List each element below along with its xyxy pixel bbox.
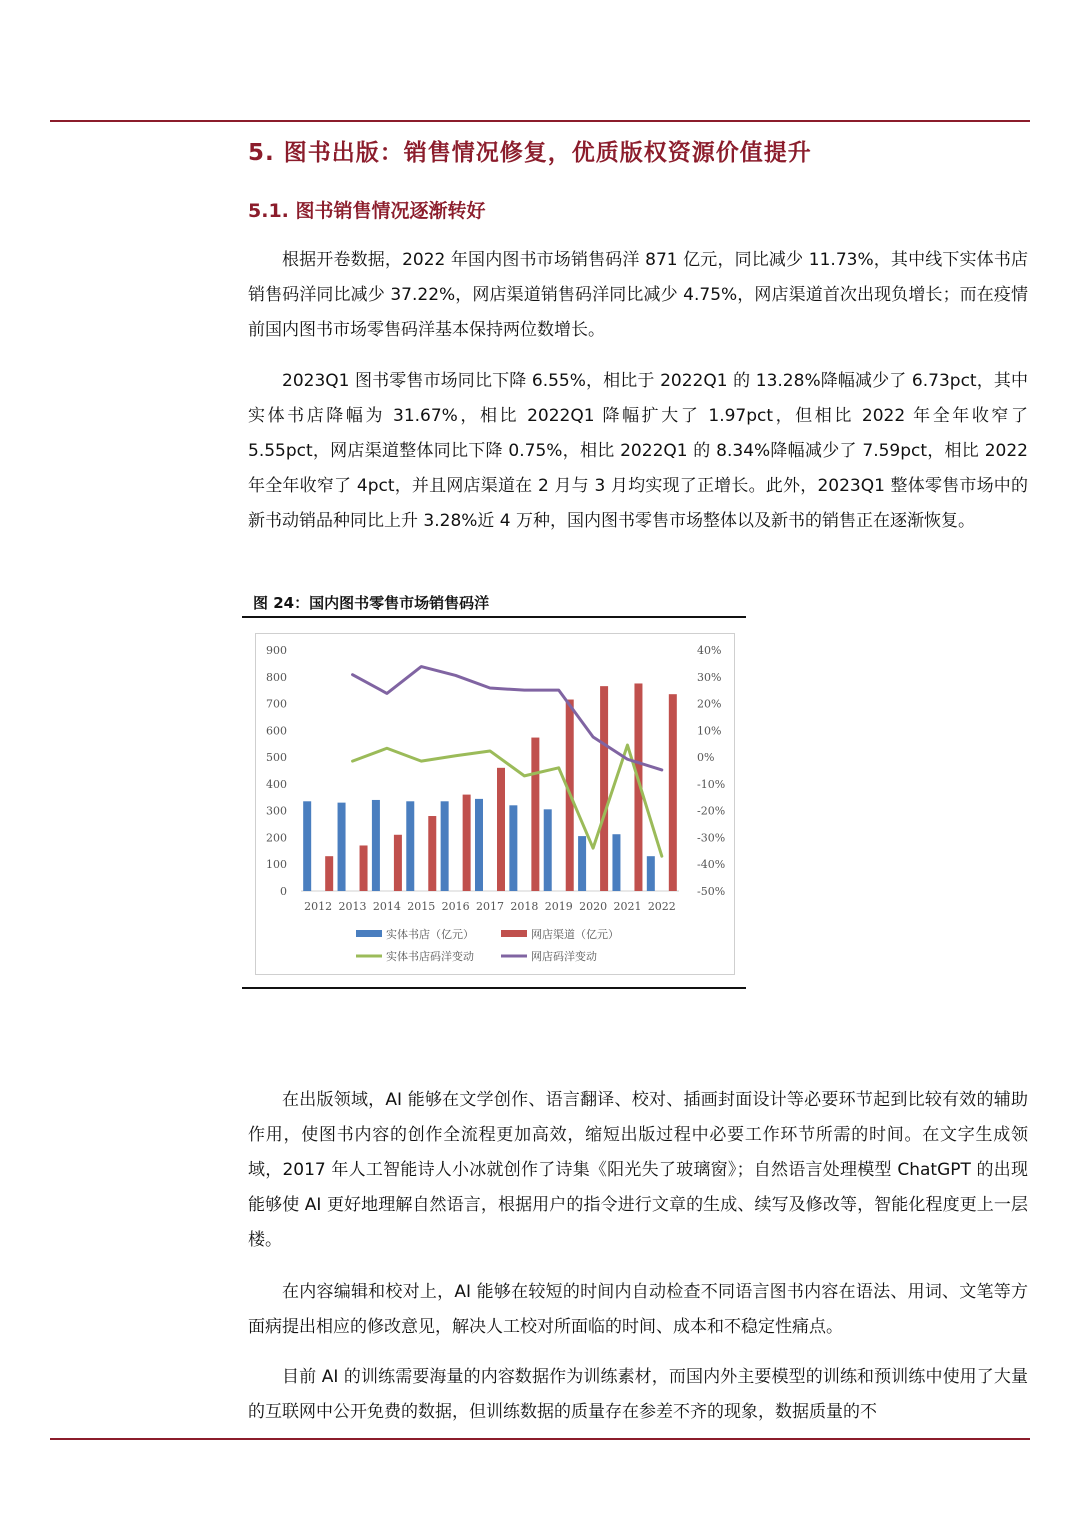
bar-physical-store: [647, 856, 655, 891]
bar-physical-store: [303, 801, 311, 891]
right-axis-tick-label: -30%: [697, 831, 726, 845]
bar-physical-store: [475, 799, 483, 891]
legend-label: 实体书店码洋变动: [386, 950, 474, 963]
bar-online-store: [360, 845, 368, 891]
left-axis-tick-label: 600: [266, 724, 287, 738]
paragraph-ai-editing: 在内容编辑和校对上，AI 能够在较短的时间内自动检查不同语言图书内容在语法、用词、文笔等方面病提出相应的修改意见，解决人工校对所面临的时间、成本和不稳定性痛点。: [248, 1282, 1028, 1337]
paragraph-ai-publishing: 在出版领域，AI 能够在文学创作、语言翻译、校对、插画封面设计等必要环节起到比较有效的辅助作用，使图书内容的创作全流程更加高效，缩短出版过程中必要工作环节所需的时间。在文字生成领域，2017 年人工智能诗人小冰就创作了诗集《阳光失了玻璃窗》；自然语言处理模型 ChatGPT 的出现能够使 AI 更好地理解自然语言，根据用户的指令进行文章的生成、续写及修改等，智能化程度更上一层楼。: [248, 1090, 1028, 1250]
x-axis-tick-label: 2015: [407, 900, 436, 913]
left-axis-tick-label: 0: [280, 885, 287, 898]
bar-physical-store: [509, 805, 517, 891]
right-axis-tick-label: 0%: [697, 751, 715, 765]
bar-online-store: [531, 738, 539, 891]
bar-online-store: [669, 694, 677, 891]
line-online-store-change: [353, 667, 662, 770]
right-axis-tick-label: 30%: [697, 670, 722, 684]
left-axis-tick-label: 100: [266, 858, 287, 872]
right-axis-tick-label: -10%: [697, 777, 726, 791]
legend-swatch: [356, 930, 382, 937]
bar-online-store: [325, 856, 333, 891]
x-axis-tick-label: 2022: [647, 900, 676, 913]
left-axis-tick-label: 900: [266, 644, 287, 657]
paragraph-ai-training: 目前 AI 的训练需要海量的内容数据作为训练素材，而国内外主要模型的训练和预训练中使用了大量的互联网中公开免费的数据，但训练数据的质量存在参差不齐的现象，数据质量的不: [248, 1367, 1028, 1422]
section-heading: 5. 图书出版：销售情况修复，优质版权资源价值提升: [248, 140, 812, 166]
bar-physical-store: [441, 801, 449, 891]
bar-physical-store: [544, 809, 552, 891]
x-axis-tick-label: 2014: [372, 900, 401, 913]
right-axis-tick-label: 40%: [697, 644, 722, 657]
right-axis-tick-label: -50%: [697, 885, 726, 898]
paragraph-2023q1: 2023Q1 图书零售市场同比下降 6.55%，相比于 2022Q1 的 13.28%降幅减少了 6.73pct，其中实体书店降幅为 31.67%，相比 2022Q1 降幅扩大了 1.97pct，但相比 2022 年全年收窄了 5.55pct，网店渠道整体同比下降 0.75%，相比 2022Q1 的 8.34%降幅减少了 7.59pct，相比 2022 年全年收窄了 4pct，并且网店渠道在 2 月与 3 月均实现了正增长。此外，2023Q1 整体零售市场中的新书动销品种同比上升 3.28%近 4 万种，国内图书零售市场整体以及新书的销售正在逐渐恢复。: [248, 371, 1028, 531]
legend-label: 实体书店（亿元）: [386, 928, 474, 941]
right-axis-tick-label: 10%: [697, 724, 722, 738]
x-axis-tick-label: 2018: [510, 900, 539, 913]
figure-top-rule: [242, 616, 746, 618]
subsection-heading: 5.1. 图书销售情况逐渐转好: [248, 200, 486, 222]
x-axis-tick-label: 2013: [338, 900, 367, 913]
legend-label: 网店渠道（亿元）: [531, 928, 619, 941]
legend-swatch: [501, 930, 527, 937]
bar-physical-store: [406, 801, 414, 891]
x-axis-tick-label: 2016: [441, 900, 470, 913]
bar-physical-store: [612, 834, 620, 891]
footer-rule: [50, 1438, 1030, 1440]
x-axis-tick-label: 2021: [613, 900, 642, 913]
figure-bottom-rule: [242, 987, 746, 989]
figure-caption: 图 24：国内图书零售市场销售码洋: [253, 594, 490, 612]
bar-online-store: [394, 835, 402, 891]
left-axis-tick-label: 800: [266, 670, 287, 684]
left-axis-tick-label: 200: [266, 831, 287, 845]
right-axis-tick-label: -20%: [697, 804, 726, 818]
bar-online-store: [600, 686, 608, 891]
left-axis-tick-label: 500: [266, 751, 287, 765]
x-axis-tick-label: 2020: [579, 900, 608, 913]
sales-chart: [256, 634, 734, 974]
legend-label: 网店码洋变动: [531, 950, 597, 963]
header-rule: [50, 120, 1030, 122]
bar-online-store: [497, 768, 505, 891]
chart-container: [255, 633, 735, 975]
right-axis-tick-label: 20%: [697, 697, 722, 711]
x-axis-tick-label: 2012: [304, 900, 333, 913]
bar-physical-store: [372, 800, 380, 891]
left-axis-tick-label: 300: [266, 804, 287, 818]
bar-physical-store: [338, 803, 346, 891]
x-axis-tick-label: 2017: [476, 900, 504, 913]
bar-online-store: [428, 816, 436, 891]
left-axis-tick-label: 400: [266, 777, 287, 791]
bar-online-store: [463, 795, 471, 891]
bar-physical-store: [578, 836, 586, 891]
paragraph-market-2022: 根据开卷数据，2022 年国内图书市场销售码洋 871 亿元，同比减少 11.73%，其中线下实体书店销售码洋同比减少 37.22%，网店渠道销售码洋同比减少 4.75%，网店渠道首次出现负增长；而在疫情前国内图书市场零售码洋基本保持两位数增长。: [248, 250, 1028, 340]
x-axis-tick-label: 2019: [544, 900, 573, 913]
left-axis-tick-label: 700: [266, 697, 287, 711]
right-axis-tick-label: -40%: [697, 858, 726, 872]
